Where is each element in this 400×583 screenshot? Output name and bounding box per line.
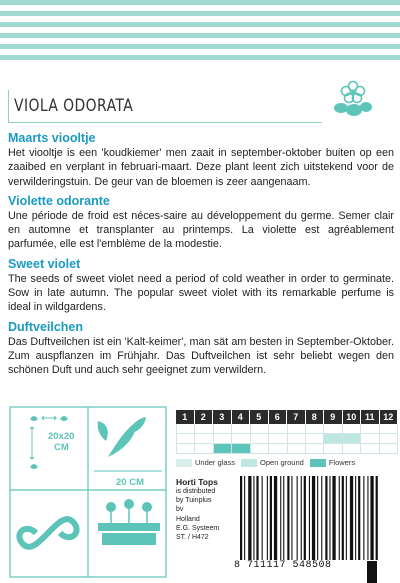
calendar-cell (269, 444, 287, 453)
row-open-ground (177, 434, 398, 444)
barcode-bar (370, 476, 373, 560)
calendar-cell (343, 444, 361, 453)
legend-swatch (176, 459, 192, 467)
producer-name: Horti Tops (176, 477, 218, 487)
barcode-bar (358, 476, 360, 560)
calendar-cell (306, 424, 324, 433)
legend-label: Flowers (328, 458, 356, 467)
plant-height-icon (98, 417, 146, 457)
calendar-cell (361, 434, 379, 443)
calendar-cell (195, 434, 213, 443)
barcode-bar (325, 476, 327, 560)
barcode-bar (291, 476, 292, 560)
row-flowers (177, 444, 398, 454)
spacing-label-1: 20x20 (48, 431, 75, 442)
barcode-bar (363, 476, 364, 560)
section-de (8, 319, 394, 378)
legend-under-glass (176, 458, 235, 467)
cultivation-icons (8, 405, 168, 581)
calendar-cell (361, 424, 379, 433)
legend-swatch (310, 459, 326, 467)
barcode-bar (350, 476, 353, 560)
section-heading: Maarts viooltje (8, 131, 96, 145)
top-stripes (0, 0, 400, 62)
legend-swatch (241, 459, 257, 467)
barcode-bar (283, 476, 284, 560)
calendar-cell (361, 444, 379, 453)
barcode-bar (297, 476, 298, 560)
section-text: Das Duftveilchen ist ein 'Kalt-keimer', man sät am besten in September-Oktober. Zum auspflanzen im Frühjahr. Das Duftveilchen ist sehr beliebt wegen den schönen Duft und auch sehr geeignet zum verwildern. (8, 335, 394, 377)
section-heading: Duftveilchen (8, 319, 84, 334)
producer-info (176, 477, 220, 542)
barcode-bar (346, 476, 347, 560)
month-1: 1 (176, 410, 195, 424)
barcode-bar (262, 476, 263, 560)
month-4: 4 (232, 410, 251, 424)
spacing-label-2: CM (54, 442, 69, 453)
legend-label: Open ground (260, 458, 304, 467)
calendar-cell (343, 434, 361, 443)
section-text: Une période de froid est néces-saire au développement du germe. Semer clair en automne et transplanter au printemps. La violette est agréablement parfumée, elle est l'emblème de la modestie. (8, 209, 394, 251)
producer-line: is distributed (176, 488, 216, 495)
calendar-cell (251, 424, 269, 433)
producer-line: by Tuinplus bv (176, 497, 212, 514)
month-6: 6 (269, 410, 288, 424)
calendar-cell (269, 434, 287, 443)
calendar-cell (343, 424, 361, 433)
month-5: 5 (250, 410, 269, 424)
height-label: 20 CM (116, 477, 144, 488)
calendar-cell (288, 444, 306, 453)
barcode-bar (253, 476, 254, 560)
calendar-cell (306, 444, 324, 453)
section-heading: Sweet violet (8, 256, 81, 271)
barcode-bar (270, 476, 272, 560)
row-under-glass (177, 424, 398, 434)
calendar-cell (324, 434, 342, 443)
barcode-bar (332, 476, 335, 560)
month-3: 3 (213, 410, 232, 424)
barcode-bar (342, 476, 344, 560)
calendar-cell (232, 434, 250, 443)
barcode-bar (248, 476, 251, 560)
barcode-bar (312, 476, 315, 560)
calendar-cell (177, 444, 195, 453)
barcode-bar (355, 476, 356, 560)
barcode-bar (240, 476, 242, 560)
barcode-bar (321, 476, 322, 560)
calendar-cell (177, 434, 195, 443)
calendar-cell (177, 424, 195, 433)
calendar-cell (214, 424, 232, 433)
calendar-legend (176, 458, 355, 467)
barcode-bar (339, 476, 340, 560)
legend-label: Under glass (195, 458, 236, 467)
calendar-cell (324, 444, 342, 453)
section-nl (8, 130, 394, 189)
section-fr (8, 193, 394, 252)
month-11: 11 (361, 410, 380, 424)
section-text: The seeds of sweet violet need a period of cold weather in order to germinate. Sow in late autumn. The popular sweet violet with its remarkable perfume is ideal in wildgardens. (8, 272, 394, 314)
sowing-calendar (176, 410, 398, 454)
calendar-cell (232, 424, 250, 433)
barcode-bar (317, 476, 318, 560)
calendar-cell (380, 444, 398, 453)
month-7: 7 (287, 410, 306, 424)
calendar-cell (269, 424, 287, 433)
calendar-cell (306, 434, 324, 443)
calendar-cell (288, 424, 306, 433)
barcode-bar (376, 476, 378, 560)
calendar-cell (214, 434, 232, 443)
calendar-cell (251, 444, 269, 453)
month-9: 9 (324, 410, 343, 424)
description-sections (8, 126, 394, 378)
barcode-bar (256, 476, 258, 560)
perennial-icon (19, 519, 76, 547)
calendar-months (176, 410, 398, 424)
calendar-cell (380, 434, 398, 443)
barcode-bar (301, 476, 302, 560)
barcode-bar (274, 476, 277, 560)
producer-line: ST. / H472 (176, 534, 209, 542)
section-heading: Violette odorante (8, 193, 110, 208)
barcode (234, 476, 396, 560)
flower-icon (330, 72, 376, 118)
legend-flowers (310, 458, 355, 467)
barcode-bar (287, 476, 289, 560)
calendar-cell (324, 424, 342, 433)
calendar-cell (195, 444, 213, 453)
black-tab (367, 561, 377, 583)
barcode-digits: 8 711117 548508 (234, 560, 332, 571)
product-title: VIOLA ODORATA (14, 96, 134, 116)
month-8: 8 (306, 410, 325, 424)
barcode-bar (244, 476, 245, 560)
calendar-cell (232, 444, 250, 453)
barcode-bar (304, 476, 306, 560)
month-12: 12 (380, 410, 399, 424)
calendar-cell (288, 434, 306, 443)
calendar-cell (380, 424, 398, 433)
calendar-cell (251, 434, 269, 443)
month-10: 10 (343, 410, 362, 424)
barcode-bar (267, 476, 268, 560)
section-text: Het viooltje is een 'koudkiemer' men zaait in september-oktober buiten op een zaaibed en verplant in februari-maart. Deze plant leent zich uitstekend voor de verwilderingstuin. De geur van de bloemen is zeer aangenaam. (8, 147, 394, 188)
producer-line: Holland (176, 515, 200, 523)
producer-line: E.G. Systeem (176, 524, 220, 532)
calendar-cell (214, 444, 232, 453)
section-en (8, 256, 394, 315)
barcode-bar (309, 476, 310, 560)
calendar-grid (176, 424, 398, 454)
calendar-cell (195, 424, 213, 433)
barcode-bar (280, 476, 281, 560)
legend-open-ground (241, 458, 304, 467)
barcode-bar (329, 476, 330, 560)
month-2: 2 (195, 410, 214, 424)
barcode-bar (367, 476, 368, 560)
